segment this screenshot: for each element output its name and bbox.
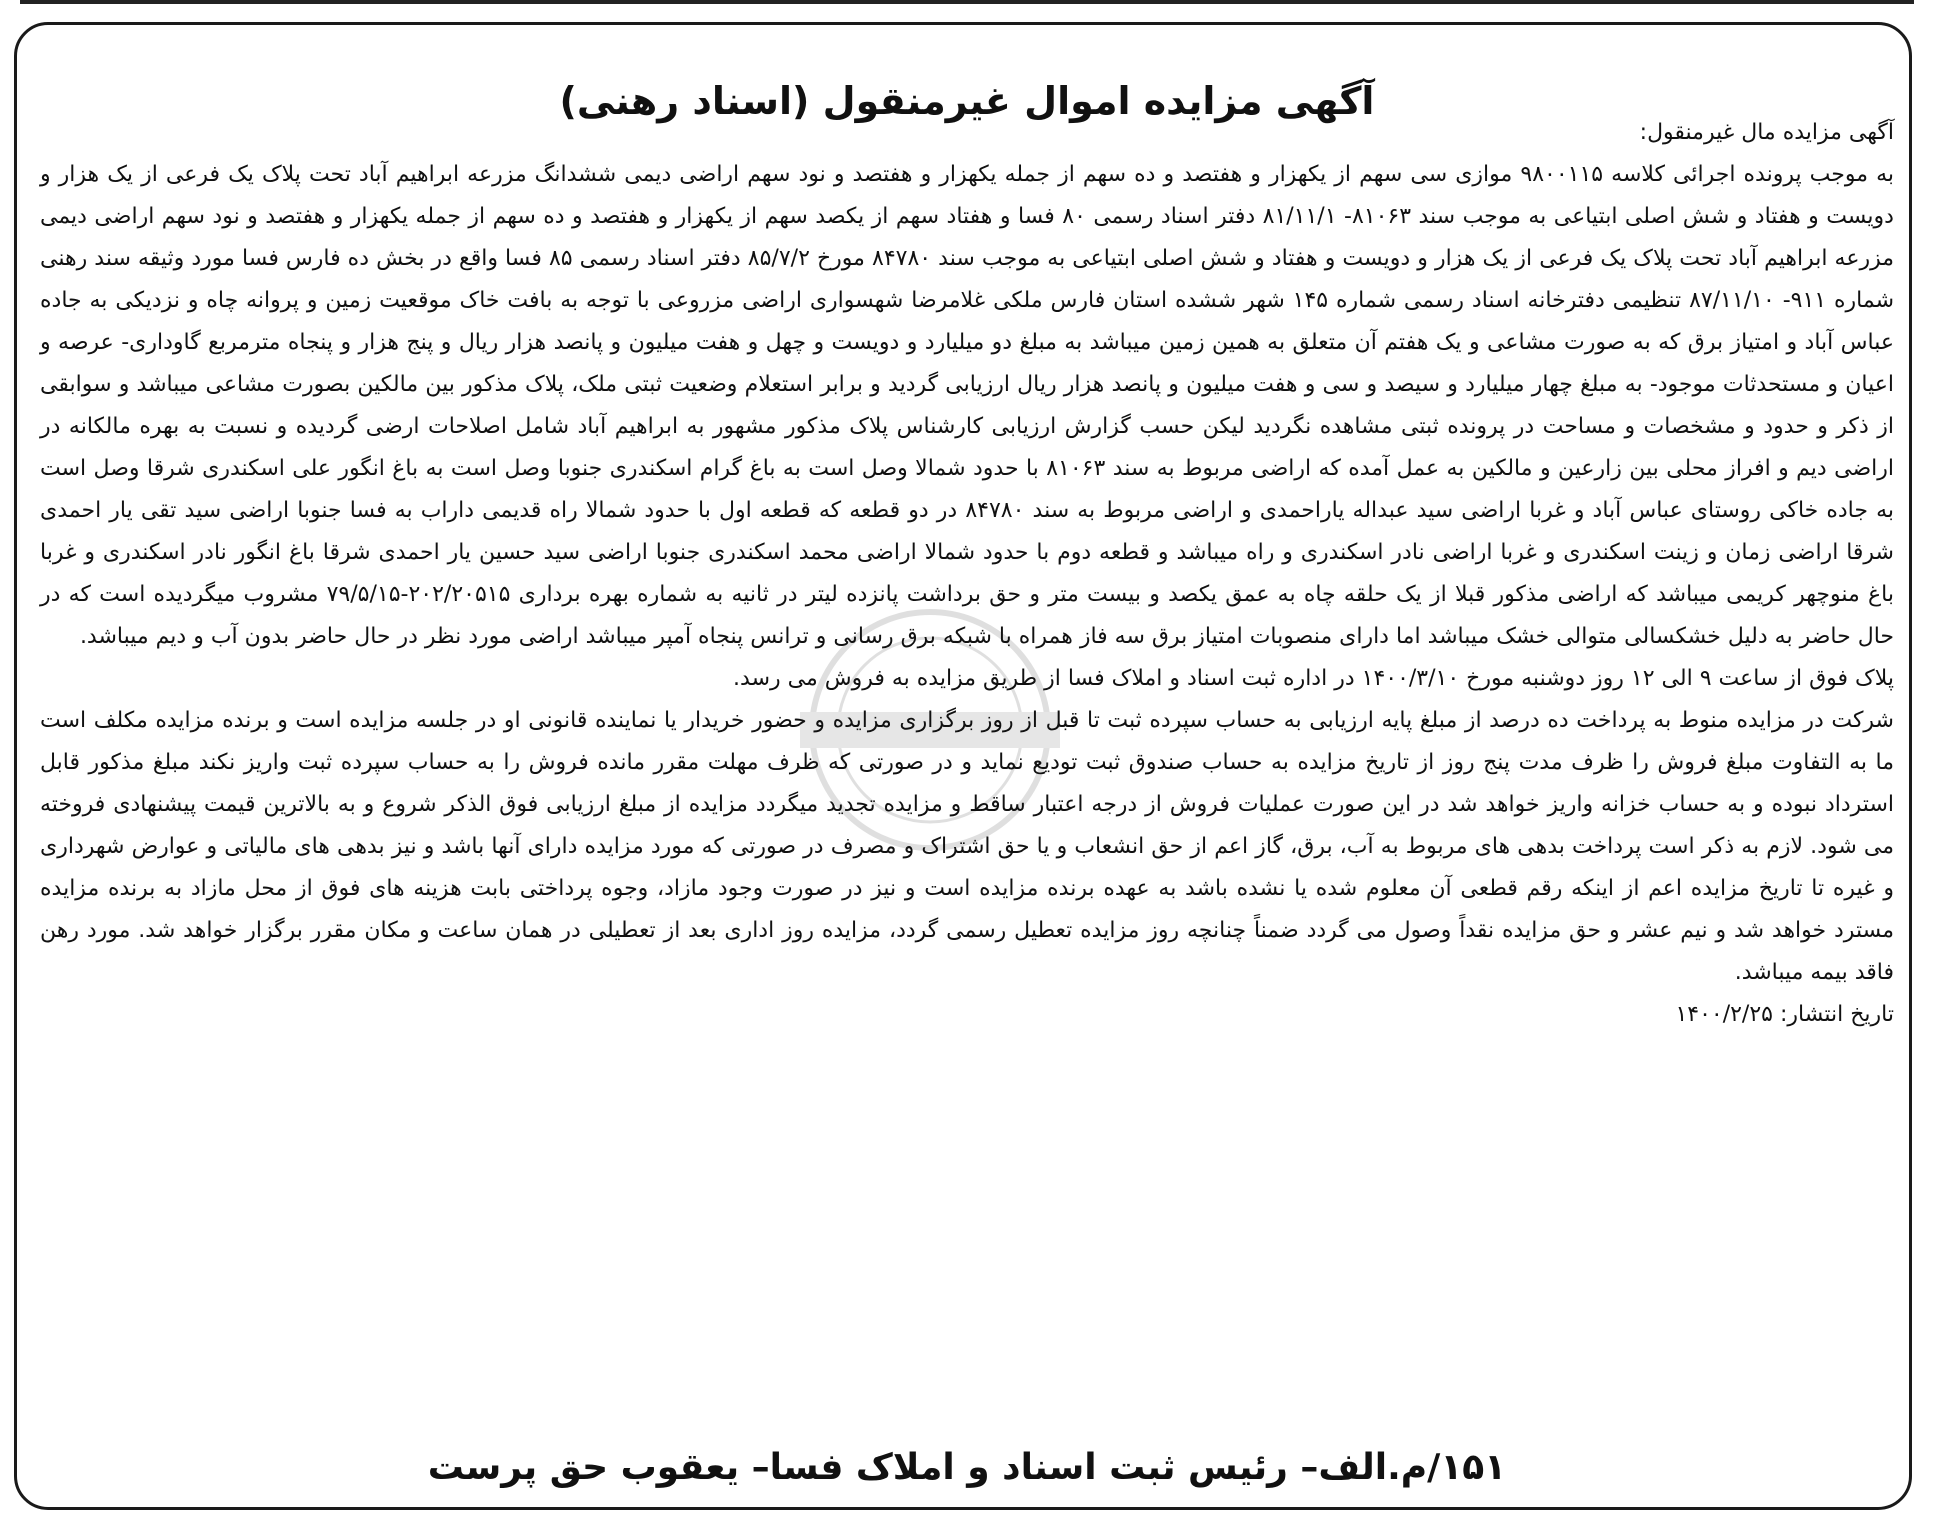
notice-heading: آگهی مزایده مال غیرمنقول: <box>1639 120 1894 145</box>
publish-date-value: ۱۴۰۰/۲/۲۵ <box>1675 1002 1773 1027</box>
publish-date-line <box>40 994 1894 1036</box>
notice-paragraph-conditions: شرکت در مزایده منوط به پرداخت ده درصد از مبلغ پایه ارزیابی به حساب سپرده ثبت تا قبل از روز برگزاری مزایده و حضور خریدار یا نماینده قانونی او در جلسه مزایده است و برنده مزایده مکلف است ما به التفاوت مبلغ فروش را ظرف مدت پنج روز از تاریخ مزایده به حساب صندوق ثبت تودیع نماید و در صورتی که ظرف مهلت مقرر مانده فروش را به حساب سپرده ثبت واریز نکند مبلغ مذکور قابل استرداد نبوده و به حساب خزانه واریز خواهد شد در این صورت عملیات فروش از درجه اعتبار ساقط و مزایده تجدید میگردد مزایده از مبلغ ارزیابی فوق الذکر شروع و به بالاترین قیمت پیشنهادی فروخته می شود. لازم به ذکر است پرداخت بدهی های مربوط به آب، برق، گاز اعم از حق انشعاب و یا حق اشتراک و مصرف در صورتی که مورد مزایده دارای آنها باشد و نیز بدهی های مالیاتی و عوارض شهرداری و غیره تا تاریخ مزایده اعم از اینکه رقم قطعی آن معلوم شده یا نشده باشد به عهده برنده مزایده است و نیز در صورت وجود مازاد، وجوه پرداختی بابت هزینه های فوق از محل مازاد به برنده مزایده مسترد خواهد شد و نیم عشر و حق مزایده نقداً وصول می گردد ضمناً چنانچه روز مزایده تعطیل رسمی گردد، مزایده روز اداری بعد از تعطیلی در همان ساعت و مکان مقرر برگزار خواهد شد. مورد رهن فاقد بیمه میباشد. <box>40 708 1894 985</box>
notice-paragraph-auction-time: پلاک فوق از ساعت ۹ الی ۱۲ روز دوشنبه مورخ ۱۴۰۰/۳/۱۰ در اداره ثبت اسناد و املاک فسا از طریق مزایده به فروش می رسد. <box>733 666 1894 691</box>
notice-body <box>40 112 1894 1036</box>
notice-signature: ۱۵۱/م.الف– رئیس ثبت اسناد و املاک فسا– یعقوب حق پرست <box>427 1447 1507 1488</box>
notice-paragraph-property: به موجب پرونده اجرائی کلاسه ۹۸۰۰۱۱۵ موازی سی سهم از یکهزار و هفتصد و ده سهم از جمله یکهزار و هفتصد و نود سهم اراضی دیمی ششدانگ مزرعه ابراهیم آباد تحت پلاک یک فرعی از یک هزار و دویست و هفتاد و شش اصلی ابتیاعی به موجب سند ۸۱۰۶۳- ۸۱/۱۱/۱ دفتر اسناد رسمی ۸۰ فسا و هفتاد سهم از یکصد سهم از یکهزار و هفتصد و ده سهم از جمله یکهزار و هفتصد و نود سهم اراضی دیمی مزرعه ابراهیم آباد تحت پلاک یک فرعی از یک هزار و دویست و هفتاد و شش اصلی ابتیاعی به موجب سند ۸۴۷۸۰ مورخ ۸۵/۷/۲ دفتر اسناد رسمی ۸۵ فسا واقع در بخش ده فارس فسا مورد وثیقه سند رهنی شماره ۹۱۱- ۸۷/۱۱/۱۰ تنظیمی دفترخانه اسناد رسمی شماره ۱۴۵ شهر ششده استان فارس ملکی غلامرضا شهسواری اراضی مزروعی با توجه به بافت خاک موقعیت زمین و پروانه چاه و نزدیکی به جاده عباس آباد و امتیاز برق که به صورت مشاعی و یک هفتم آن متعلق به همین زمین میباشد به مبلغ دو میلیارد و دویست و چهل و هفت میلیون و پانصد هزار ریال و پنج هزار و پنجاه مترمربع گاوداری- عرصه و اعیان و مستحدثات موجود- به مبلغ چهار میلیارد و سیصد و سی و هفت میلیون و پانصد هزار ریال ارزیابی گردید و برابر استعلام وضعیت ثبتی ملک، پلاک مذکور بین مالکین بصورت مشاعی میباشد و سوابقی از ذکر و حدود و مشخصات و مساحت در پرونده ثبتی مشاهده نگردید لیکن حسب گزارش ارزیابی کارشناس پلاک مذکور مشهور به ابراهیم آباد شامل اصلاحات ارضی گردیده و نسبت به بهره مالکانه در اراضی دیم و افراز محلی بین زارعین و مالکین به عمل آمده که اراضی مربوط به سند ۸۱۰۶۳ با حدود شمالا وصل است به باغ گرام اسکندری جنوبا وصل است به باغ انگور علی اسکندری شرقا وصل است به جاده خاکی روستای عباس آباد و غربا اراضی سید عبداله یاراحمدی و اراضی مربوط به سند ۸۴۷۸۰ در دو قطعه که قطعه اول با حدود شمالا راه قدیمی داراب به فسا جنوبا اراضی سید تقی یار احمدی شرقا اراضی زمان و زینت اسکندری و غربا اراضی نادر اسکندری و راه میباشد و قطعه دوم با حدود شمالا اراضی محمد اسکندری جنوبا اراضی سید حسین یار احمدی شرقا باغ انگور نادر اسکندری و غربا باغ منوچهر کریمی میباشد که اراضی مذکور قبلا از یک حلقه چاه به عمق یکصد و بیست متر و حق برداشت پانزده لیتر در ثانیه به شماره بهره برداری ۲۰۲/۲۰۵۱۵-۷۹/۵/۱۵ مشروب میگردیده است که در حال حاضر به دلیل خشکسالی متوالی خشک میباشد اما دارای منصوبات امتیاز برق سه فاز همراه با شبکه برق رسانی و ترانس پنجاه آمپر میباشد اراضی مورد نظر در حال حاضر بدون آب و دیم میباشد. <box>40 162 1895 649</box>
publish-date-label: تاریخ انتشار: <box>1779 1002 1894 1027</box>
notice-title: آگهی مزایده اموال غیرمنقول (اسناد رهنی) <box>559 79 1375 124</box>
top-rule <box>20 0 1914 4</box>
